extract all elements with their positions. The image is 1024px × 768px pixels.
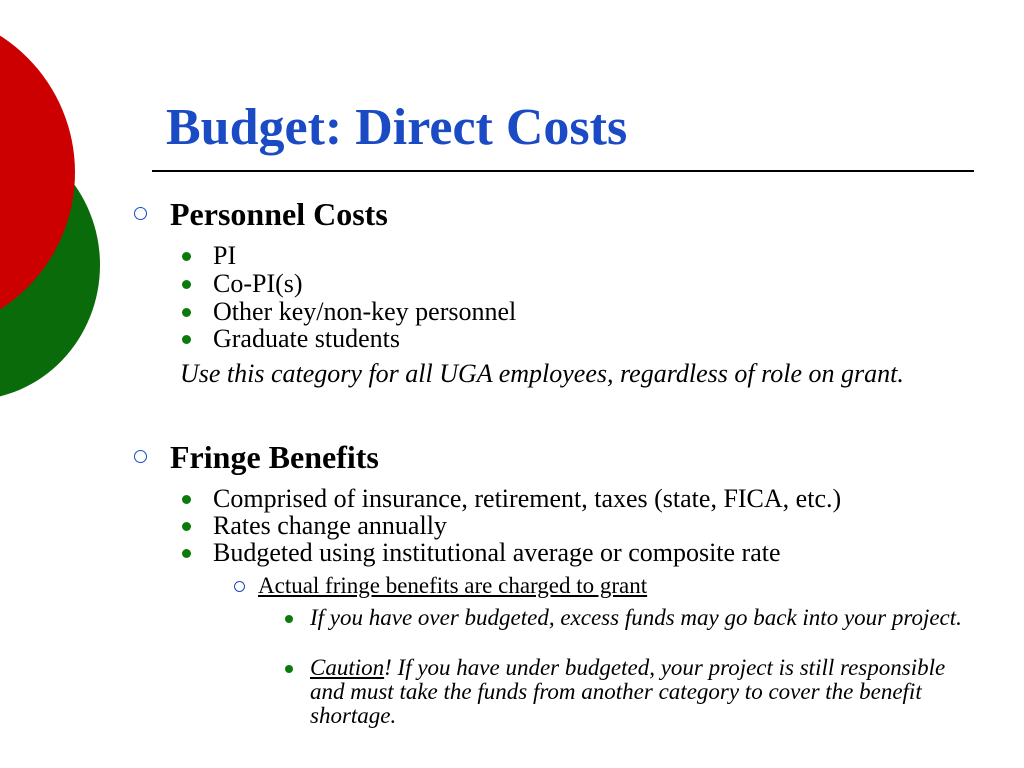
hollow-circle-bullet-icon [234,581,245,592]
bullet-dot-icon [182,308,191,317]
caution-body: If you have under budgeted, your project is still responsible and must take the funds from another category to cover the benefit shortage. [310,655,946,728]
caution-text [310,656,975,728]
bullet-dot-icon [182,252,191,261]
bullet-dot-icon [182,495,191,504]
bullet-dot-icon [182,335,191,344]
bullet-dot-icon [285,615,293,623]
bullet-dot-icon [182,522,191,531]
caution-word: Caution [310,655,385,680]
title-divider [152,170,974,172]
slide-title: Budget: Direct Costs [166,99,628,156]
bullet-dot-icon [182,280,191,289]
slide: Budget: Direct Costs Personnel Costs PI Co-PI(s) Other key/non-key personnel Graduate students Use this category for all UGA employees, regardless of role on grant. Fringe Benefits Comprised of insurance, retirement, taxes (state, FICA, etc.) Rates change annually Budgeted using institutional average or composite rate Actual fringe benefits are charged to grant If you have over budgeted, excess funds may go back into your project. Caution! If you have under budgeted, your project is still responsible and must take the funds from another category to cover the benefit shortage. [0,0,1024,768]
sub-sub-list-item: If you have over budgeted, excess funds may go back into your project. [285,606,975,630]
sub-sub-list-item [285,656,975,728]
personnel-note: Use this category for all UGA employees, regardless of role on grant. [180,359,904,388]
bullet-dot-icon [285,665,293,673]
hollow-circle-bullet-icon [134,450,147,463]
caution-mark: ! [384,655,392,680]
bullet-dot-icon [182,549,191,558]
hollow-circle-bullet-icon [134,207,147,220]
